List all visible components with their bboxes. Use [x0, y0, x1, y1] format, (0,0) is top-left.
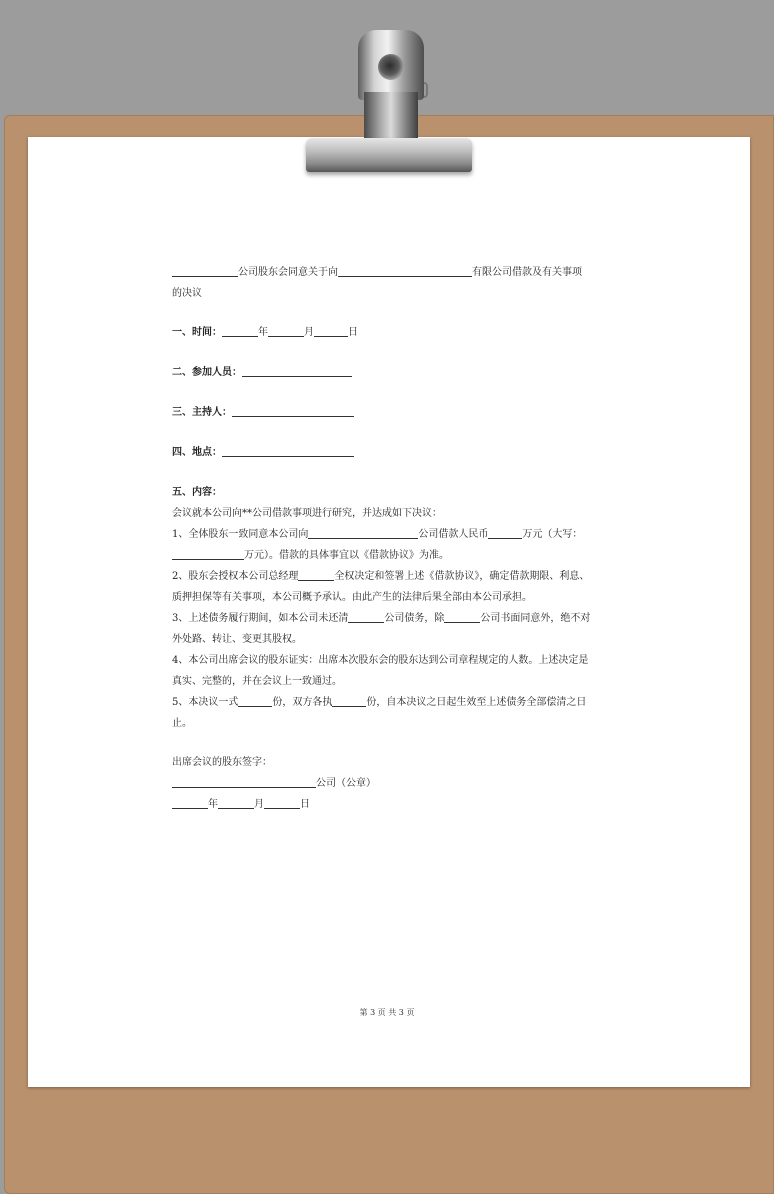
resolution-3-cont: 外处路、转让、变更其股权。 [172, 634, 302, 645]
section-time [172, 322, 612, 343]
resolution-document [172, 262, 612, 815]
resolution-1 [172, 524, 612, 545]
resolution-2 [172, 566, 612, 587]
clip-neck [364, 92, 418, 142]
page-number: 第 3 页 共 3 页 [359, 1008, 415, 1017]
sign-year-unit: 年 [208, 799, 218, 810]
location-label: 四、地点： [172, 447, 222, 458]
r2-text-2: 全权决定和签署上述《借款协议》，确定借款期限、利息、 [334, 571, 590, 582]
day-blank [314, 324, 348, 337]
r1-text: 1、全体股东一致同意本公司向 [172, 529, 309, 540]
year-unit: 年 [258, 327, 268, 338]
month-blank [268, 324, 304, 337]
resolution-4: 4、本公司出席会议的股东证实：出席本次股东会的股东达到公司章程规定的人数。上述决定是 [172, 655, 589, 666]
sign-year-blank [172, 796, 208, 809]
signature-blank [172, 775, 316, 788]
section-location [172, 442, 612, 463]
title-text: 公司股东会同意关于向 [238, 267, 338, 278]
r2-text: 2、股东会授权本公司总经理 [172, 571, 299, 582]
sign-day-unit: 日 [300, 799, 310, 810]
creditor-blank [348, 610, 384, 623]
company-blank [172, 264, 238, 277]
clip-base [306, 138, 472, 172]
title-text-2: 有限公司借款及有关事项 [472, 267, 582, 278]
r5-text-2: 份，双方各执 [272, 697, 333, 708]
resolution-2-cont: 质押担保等有关事项，本公司概予承认。由此产生的法律后果全部由本公司承担。 [172, 592, 532, 603]
r5-text: 5、本决议一式 [172, 697, 239, 708]
section-content [172, 482, 612, 503]
section-host [172, 402, 612, 423]
amount-words-blank [172, 547, 244, 560]
sign-month-blank [218, 796, 254, 809]
year-blank [222, 324, 258, 337]
host-blank [232, 404, 354, 417]
amount-blank [488, 526, 522, 539]
host-label: 三、主持人： [172, 407, 232, 418]
intro-text: 会议就本公司向**公司借款事项进行研究，并达成如下决议： [172, 508, 442, 519]
r1-text-3: 万元（大写： [522, 529, 583, 540]
resolution-4-cont: 真实、完整的，并在会议上一致通过。 [172, 676, 342, 687]
content-label: 五、内容： [172, 487, 222, 498]
consent-blank [444, 610, 480, 623]
title-line-1 [172, 262, 612, 283]
resolution-5 [172, 692, 612, 713]
copies-blank [238, 694, 272, 707]
sign-date [172, 794, 612, 815]
attendees-label: 二、参加人员： [172, 367, 242, 378]
r1-text-2: 公司借款人民币 [418, 529, 489, 540]
clip-hole [378, 54, 404, 80]
attendees-blank [242, 364, 352, 377]
title-line-2: 的决议 [172, 288, 202, 299]
section-attendees [172, 362, 612, 383]
r3-text-3: 公司书面同意外，绝不对 [480, 613, 591, 624]
location-blank [222, 444, 354, 457]
each-copies-blank [332, 694, 366, 707]
company-seal-text: 公司（公章） [316, 778, 376, 789]
day-unit: 日 [348, 327, 358, 338]
r3-text: 3、上述债务履行期间，如本公司未还清 [172, 613, 349, 624]
resolution-5-cont: 止。 [172, 718, 192, 729]
signature-label: 出席会议的股东签字： [172, 757, 272, 768]
resolution-3 [172, 608, 612, 629]
sign-day-blank [264, 796, 300, 809]
month-unit: 月 [304, 327, 314, 338]
sign-month-unit: 月 [254, 799, 264, 810]
lender-name-blank [308, 526, 418, 539]
r5-text-3: 份，自本决议之日起生效至上述债务全部偿清之日 [366, 697, 587, 708]
company-seal-line [172, 773, 612, 794]
lender-blank [338, 264, 472, 277]
r3-text-2: 公司债务，除 [384, 613, 445, 624]
resolution-1-cont [172, 545, 612, 566]
r1-text-4: 万元）。借款的具体事宜以《借款协议》为准。 [244, 550, 449, 561]
manager-blank [298, 568, 334, 581]
time-label: 一、时间： [172, 327, 222, 338]
